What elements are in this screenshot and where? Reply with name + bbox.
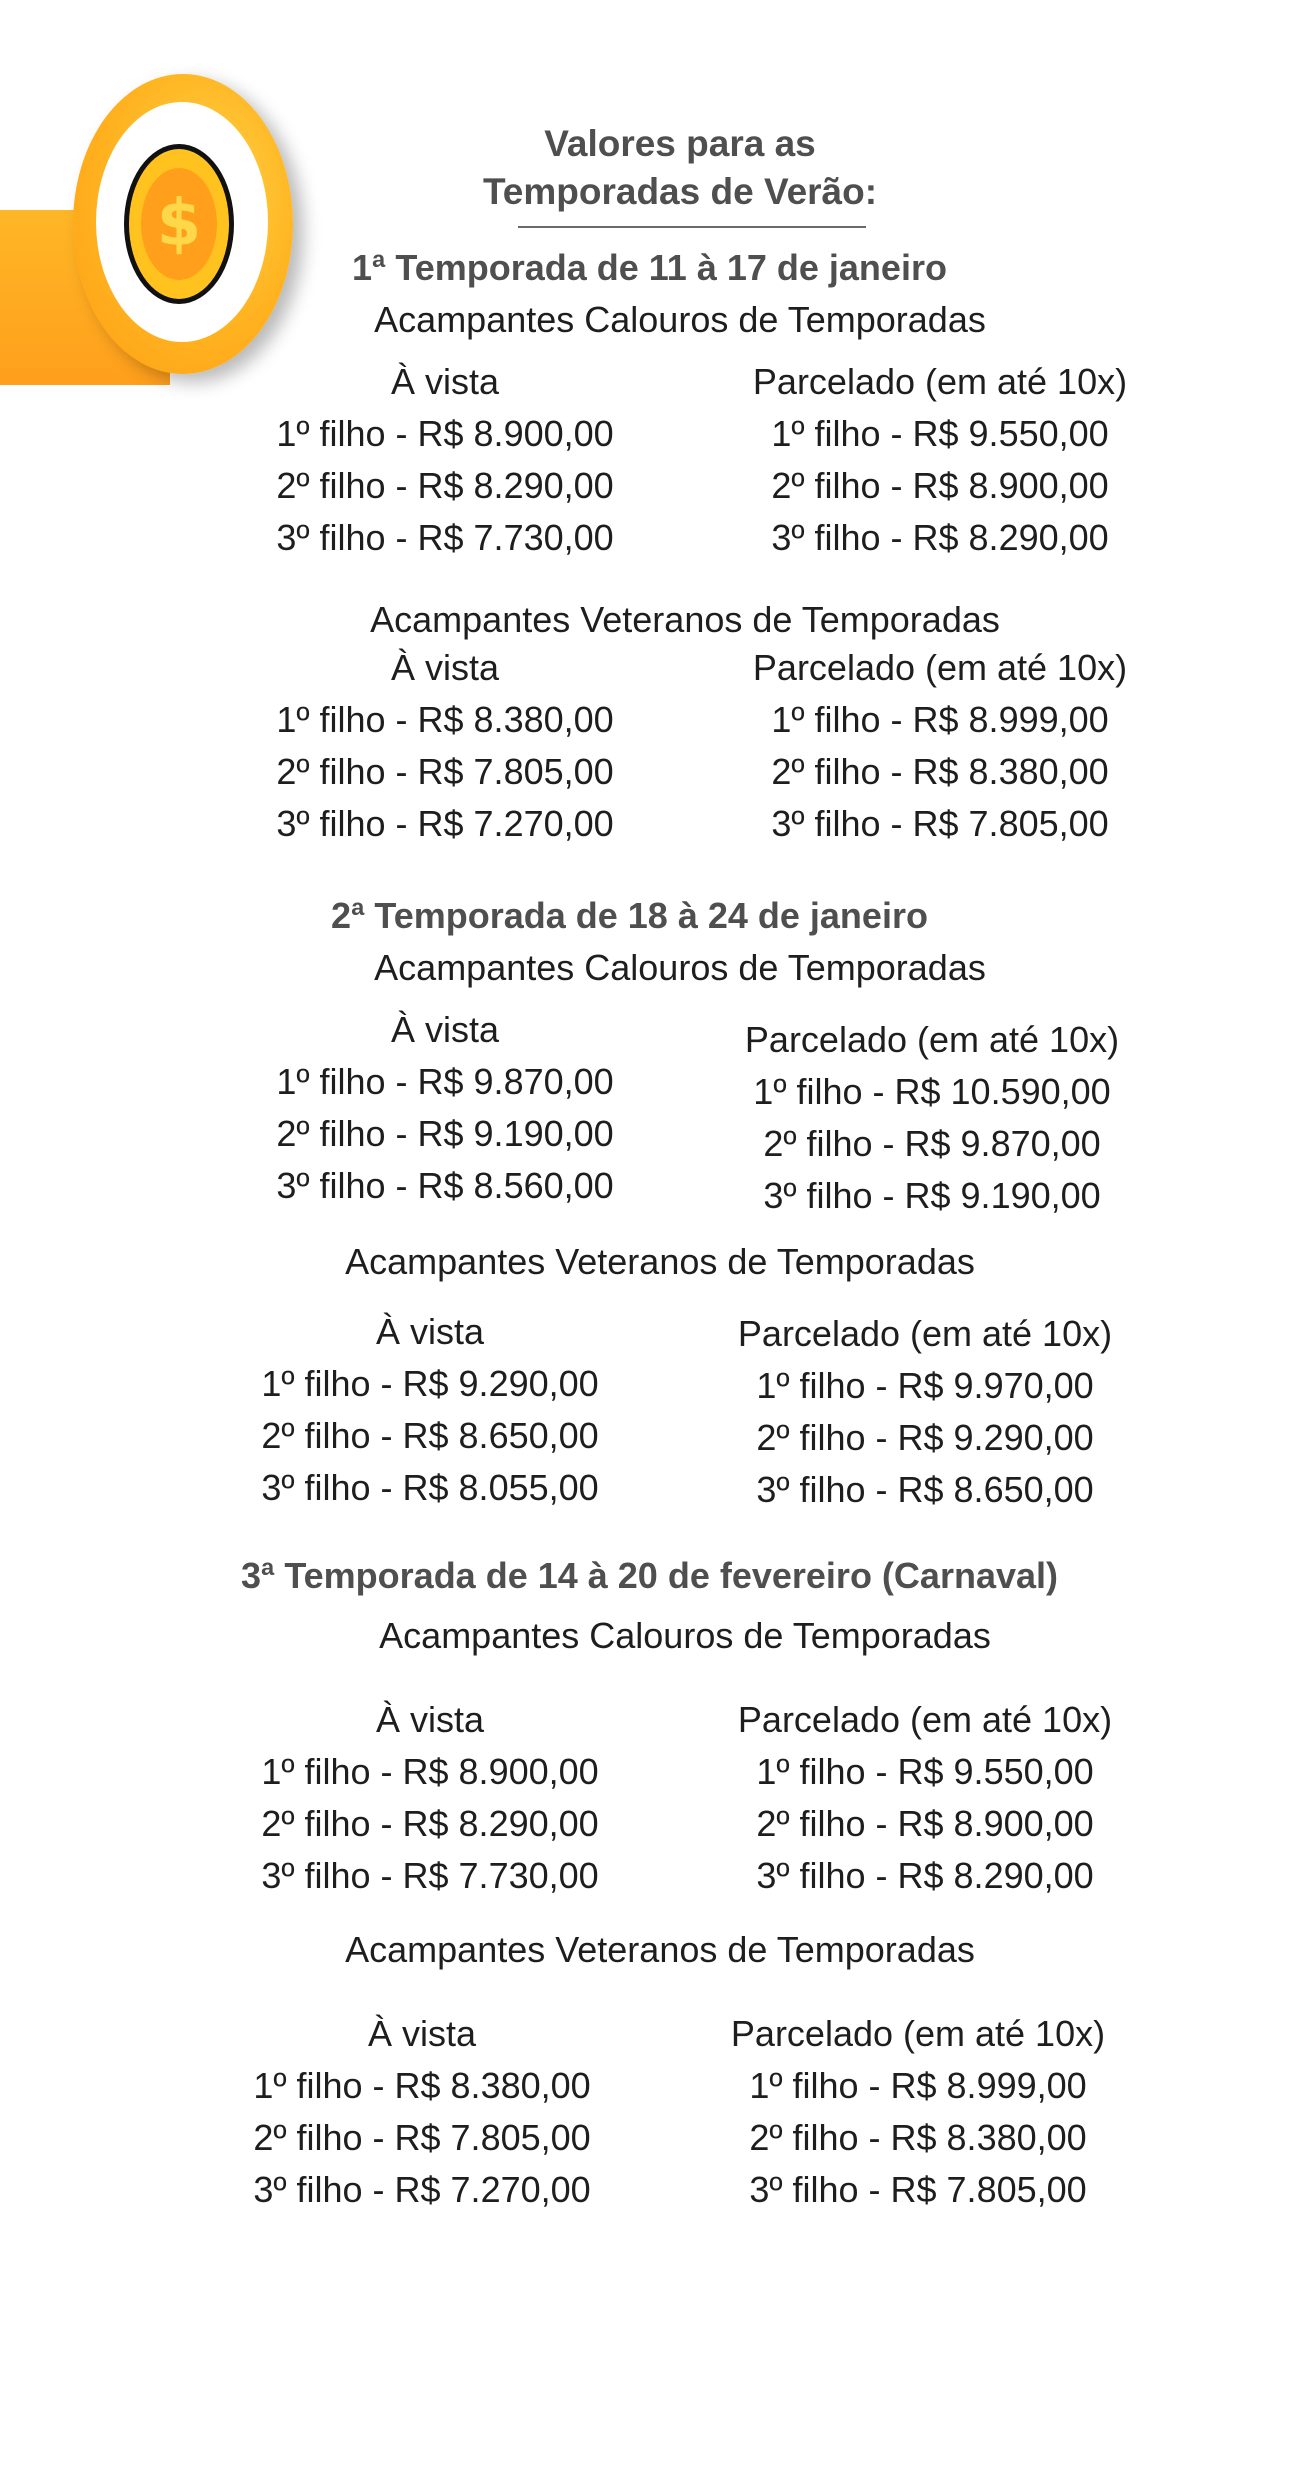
season-title: 2ª Temporada de 18 à 24 de janeiro [331, 895, 928, 936]
page-title [420, 120, 940, 216]
price-row: 2º filho - R$ 8.380,00 [771, 751, 1109, 792]
group-title-veteranos: Acampantes Veteranos de Temporadas [345, 1241, 975, 1282]
price-column-parcelado [730, 356, 1150, 564]
price-row: 3º filho - R$ 8.290,00 [756, 1855, 1094, 1896]
price-row: 3º filho - R$ 7.270,00 [253, 2169, 591, 2210]
column-label: Parcelado (em até 10x) [730, 2013, 1106, 2054]
price-row: 2º filho - R$ 7.805,00 [276, 751, 614, 792]
group-title-veteranos: Acampantes Veteranos de Temporadas [370, 599, 1000, 640]
price-row: 2º filho - R$ 8.900,00 [771, 465, 1109, 506]
column-label: Parcelado (em até 10x) [737, 1313, 1113, 1354]
column-label: Parcelado (em até 10x) [737, 1699, 1113, 1740]
price-row: 2º filho - R$ 8.290,00 [261, 1803, 599, 1844]
dollar-coin-icon [0, 60, 300, 400]
price-row: 3º filho - R$ 8.650,00 [756, 1469, 1094, 1510]
title-divider [518, 226, 866, 228]
group-title-veteranos: Acampantes Veteranos de Temporadas [345, 1929, 975, 1970]
season-title: 3ª Temporada de 14 à 20 de fevereiro (Carnaval) [240, 1555, 1058, 1596]
price-row: 2º filho - R$ 7.805,00 [253, 2117, 591, 2158]
price-row: 1º filho - R$ 8.380,00 [253, 2065, 591, 2106]
price-row: 3º filho - R$ 8.055,00 [261, 1467, 599, 1508]
dollar-sign-icon: $ [156, 187, 202, 261]
price-row: 1º filho - R$ 8.380,00 [276, 699, 614, 740]
column-label: À vista [375, 1311, 485, 1352]
price-row: 3º filho - R$ 7.805,00 [749, 2169, 1087, 2210]
price-column-parcelado [722, 1014, 1142, 1222]
price-row: 1º filho - R$ 10.590,00 [753, 1071, 1111, 1112]
price-row: 1º filho - R$ 8.999,00 [771, 699, 1109, 740]
price-column-vista [235, 1004, 655, 1212]
price-column-vista [235, 642, 655, 850]
price-row: 3º filho - R$ 8.560,00 [276, 1165, 614, 1206]
group-title-calouros: Acampantes Calouros de Temporadas [374, 299, 986, 340]
price-row: 1º filho - R$ 9.550,00 [771, 413, 1109, 454]
price-row: 2º filho - R$ 9.290,00 [756, 1417, 1094, 1458]
price-row: 3º filho - R$ 7.730,00 [276, 517, 614, 558]
group-title-calouros: Acampantes Calouros de Temporadas [374, 947, 986, 988]
column-label: À vista [367, 2013, 477, 2054]
price-row: 2º filho - R$ 8.900,00 [756, 1803, 1094, 1844]
price-row: 2º filho - R$ 8.650,00 [261, 1415, 599, 1456]
price-column-vista [235, 356, 655, 564]
column-label: À vista [390, 1009, 500, 1050]
price-row: 2º filho - R$ 9.190,00 [276, 1113, 614, 1154]
page-title-line1: Valores para as [544, 123, 816, 164]
price-column-vista [220, 1694, 640, 1902]
price-row: 1º filho - R$ 9.550,00 [756, 1751, 1094, 1792]
price-row: 1º filho - R$ 9.290,00 [261, 1363, 599, 1404]
price-row: 2º filho - R$ 8.290,00 [276, 465, 614, 506]
price-column-parcelado [708, 2008, 1128, 2216]
price-row: 1º filho - R$ 8.999,00 [749, 2065, 1087, 2106]
price-column-parcelado [715, 1308, 1135, 1516]
price-row: 3º filho - R$ 7.805,00 [771, 803, 1109, 844]
group-title-calouros: Acampantes Calouros de Temporadas [379, 1615, 991, 1656]
price-row: 3º filho - R$ 7.730,00 [261, 1855, 599, 1896]
price-row: 1º filho - R$ 8.900,00 [276, 413, 614, 454]
season-title: 1ª Temporada de 11 à 17 de janeiro [352, 247, 947, 288]
price-row: 3º filho - R$ 9.190,00 [763, 1175, 1101, 1216]
column-label: Parcelado (em até 10x) [752, 647, 1128, 688]
page-title-line2: Temporadas de Verão: [482, 171, 878, 212]
column-label: À vista [375, 1699, 485, 1740]
price-row: 3º filho - R$ 8.290,00 [771, 517, 1109, 558]
price-column-parcelado [730, 642, 1150, 850]
price-column-vista [220, 1306, 640, 1514]
price-row: 2º filho - R$ 9.870,00 [763, 1123, 1101, 1164]
price-row: 1º filho - R$ 9.870,00 [276, 1061, 614, 1102]
column-label: À vista [390, 361, 500, 402]
price-column-parcelado [715, 1694, 1135, 1902]
column-label: Parcelado (em até 10x) [744, 1019, 1120, 1060]
price-row: 2º filho - R$ 8.380,00 [749, 2117, 1087, 2158]
column-label: Parcelado (em até 10x) [752, 361, 1128, 402]
price-row: 1º filho - R$ 8.900,00 [261, 1751, 599, 1792]
price-row: 1º filho - R$ 9.970,00 [756, 1365, 1094, 1406]
column-label: À vista [390, 647, 500, 688]
price-column-vista [212, 2008, 632, 2216]
price-row: 3º filho - R$ 7.270,00 [276, 803, 614, 844]
